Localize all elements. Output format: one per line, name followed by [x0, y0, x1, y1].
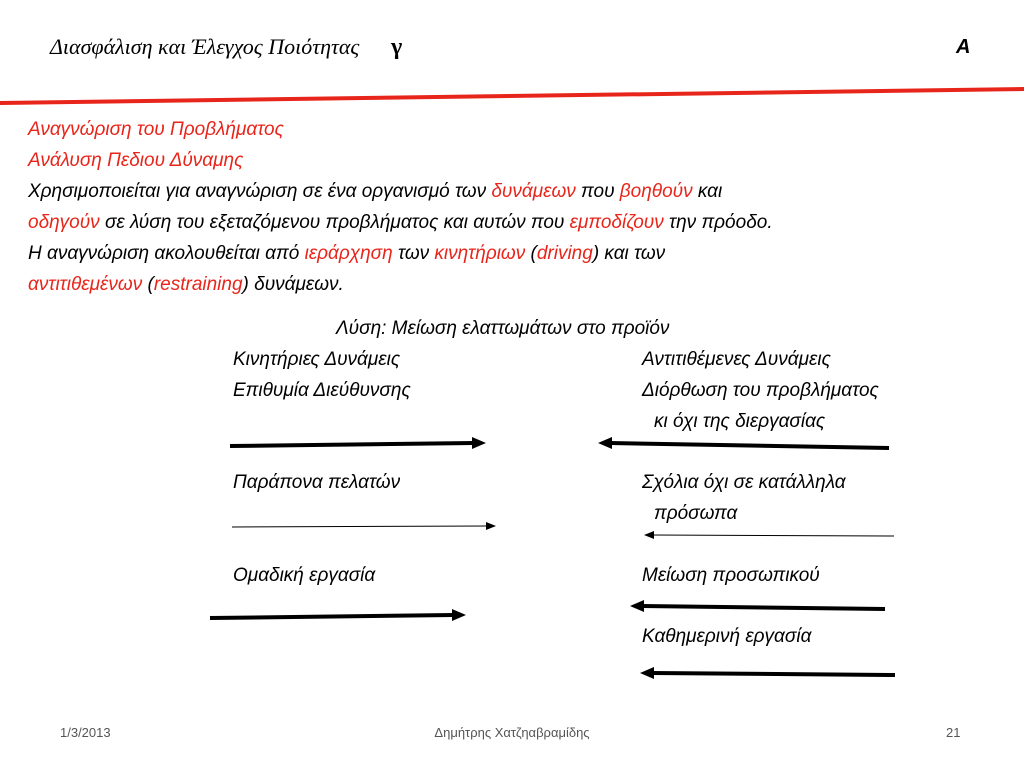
driving-force-item: Ομαδική εργασία	[233, 565, 376, 586]
text-span: και	[692, 181, 723, 202]
highlight-driving-gr: κινητήριων	[434, 243, 526, 264]
restraining-arrow	[644, 531, 894, 539]
restraining-force-item: Μείωση προσωπικού	[642, 565, 820, 586]
driving-force-item: Επιθυμία Διεύθυνσης	[233, 380, 411, 401]
text-span: ) δυνάμεων.	[242, 274, 344, 295]
solution-title: Λύση: Μείωση ελαττωμάτων στο προϊόν	[336, 318, 670, 339]
highlight-hinder: εμποδίζουν	[569, 212, 664, 233]
highlight-restraining-gr: αντιτιθεμένων	[28, 274, 143, 295]
driving-arrow	[210, 609, 466, 621]
title-overlap-glyph: γ	[391, 34, 403, 60]
restraining-arrow	[640, 667, 895, 679]
restraining-arrow	[598, 437, 889, 449]
restraining-arrow	[630, 600, 885, 612]
text-span: την πρόοδο.	[663, 212, 773, 233]
highlight-help: βοηθούν	[619, 181, 693, 202]
highlight-driving-en: driving	[536, 243, 593, 264]
slide-title-text: Διασφάλιση και Έλεγχος Ποιότητας	[50, 34, 360, 59]
text-span: των	[392, 243, 435, 264]
footer-date: 1/3/2013	[60, 725, 111, 740]
text-span: (	[525, 243, 537, 264]
corner-letter: Α	[956, 36, 971, 58]
force-field-heading: Ανάλυση Πεδιου Δύναμης	[28, 150, 244, 171]
restraining-force-item: Καθημερινή εργασία	[642, 626, 812, 647]
highlight-forces: δυνάμεων	[491, 181, 576, 202]
footer-page-number: 21	[946, 725, 961, 740]
text-span: σε λύση του εξεταζόμενου προβλήματος και αυτών που	[99, 212, 570, 233]
text-span: που	[575, 181, 620, 202]
restraining-force-item: Σχόλια όχι σε κατάλληλα	[642, 472, 846, 493]
problem-identification-heading: Αναγνώριση του Προβλήματος	[28, 119, 284, 140]
driving-arrow	[230, 437, 486, 449]
driving-arrow	[232, 522, 496, 530]
text-span: Χρησιμοποιείται για αναγνώριση σε ένα οργανισμό των	[28, 181, 492, 202]
highlight-ranking: ιεράρχηση	[304, 243, 393, 264]
restraining-force-item-cont: κι όχι της διεργασίας	[654, 411, 826, 432]
restraining-force-item-cont: πρόσωπα	[654, 503, 738, 524]
footer-author: Δημήτρης Χατζηαβραμίδης	[434, 725, 590, 740]
text-span: Η αναγνώριση ακολουθείται από	[28, 243, 305, 264]
driving-forces-heading: Κινητήριες Δυνάμεις	[233, 349, 401, 370]
highlight-lead: οδηγούν	[28, 212, 100, 233]
text-span: (	[142, 274, 154, 295]
restraining-forces-heading: Αντιτιθέμενες Δυνάμεις	[642, 349, 831, 370]
driving-force-item: Παράπονα πελατών	[233, 472, 401, 493]
text-span: ) και των	[592, 243, 666, 264]
highlight-restraining-en: restraining	[153, 274, 243, 295]
restraining-force-item: Διόρθωση του προβλήματος	[642, 380, 879, 401]
